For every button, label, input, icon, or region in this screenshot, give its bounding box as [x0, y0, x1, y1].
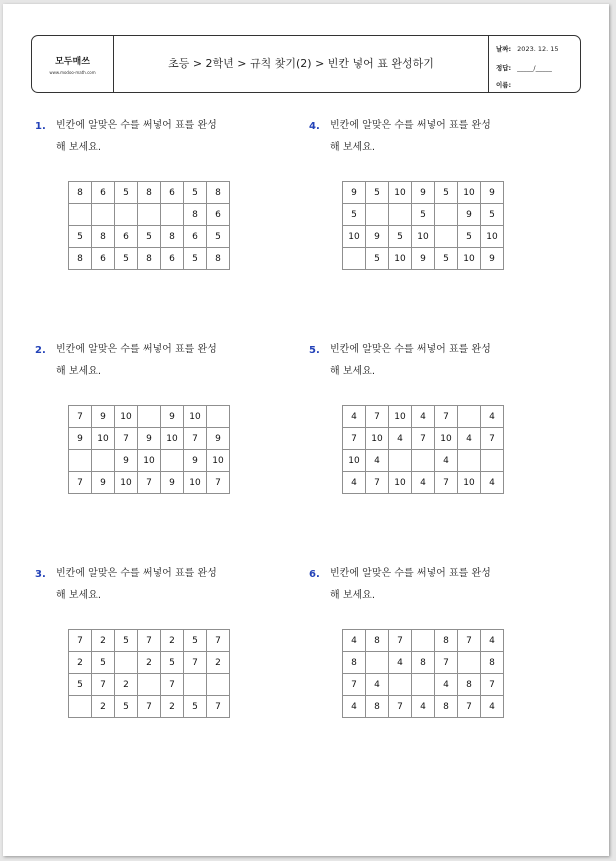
table-row — [343, 428, 504, 450]
number-cell: 5 — [343, 204, 366, 226]
answer-label: 정답: — [496, 64, 512, 72]
number-cell: 10 — [389, 472, 412, 494]
number-cell: 6 — [92, 248, 115, 270]
blank-cell[interactable] — [458, 450, 481, 472]
blank-cell[interactable] — [184, 674, 207, 696]
problem-instruction — [56, 339, 286, 383]
number-cell: 10 — [435, 428, 458, 450]
number-cell: 4 — [458, 428, 481, 450]
number-cell: 7 — [184, 428, 207, 450]
blank-cell[interactable] — [138, 674, 161, 696]
number-cell: 4 — [343, 472, 366, 494]
instruction-line-2: 해 보세요. — [56, 142, 101, 153]
logo-box — [32, 36, 114, 92]
table-row — [69, 204, 230, 226]
table-row — [69, 182, 230, 204]
number-cell: 2 — [92, 696, 115, 718]
number-cell: 5 — [184, 248, 207, 270]
number-cell: 9 — [481, 248, 504, 270]
number-cell: 6 — [92, 182, 115, 204]
blank-cell[interactable] — [138, 406, 161, 428]
instruction-line-1: 빈칸에 알맞은 수를 써넣어 표를 완성 — [56, 120, 217, 131]
number-cell: 7 — [481, 428, 504, 450]
blank-cell[interactable] — [389, 204, 412, 226]
table-row — [69, 674, 230, 696]
number-cell: 7 — [138, 630, 161, 652]
number-cell: 4 — [343, 696, 366, 718]
table-row — [343, 450, 504, 472]
number-cell: 7 — [435, 652, 458, 674]
number-cell: 8 — [184, 204, 207, 226]
number-cell: 4 — [435, 674, 458, 696]
instruction-line-1: 빈칸에 알맞은 수를 써넣어 표를 완성 — [330, 568, 491, 579]
worksheet-header — [31, 35, 581, 93]
number-cell: 7 — [412, 428, 435, 450]
number-cell: 8 — [366, 630, 389, 652]
number-cell: 7 — [207, 630, 230, 652]
number-cell: 4 — [481, 472, 504, 494]
pattern-table — [342, 629, 504, 718]
number-cell: 9 — [458, 204, 481, 226]
blank-cell[interactable] — [92, 204, 115, 226]
number-cell: 9 — [161, 406, 184, 428]
number-cell: 5 — [115, 182, 138, 204]
blank-cell[interactable] — [69, 450, 92, 472]
number-cell: 7 — [366, 472, 389, 494]
number-cell: 10 — [412, 226, 435, 248]
number-cell: 9 — [69, 428, 92, 450]
number-cell: 4 — [366, 674, 389, 696]
table-row — [69, 472, 230, 494]
number-cell: 7 — [207, 472, 230, 494]
number-cell: 10 — [138, 450, 161, 472]
blank-cell[interactable] — [115, 652, 138, 674]
number-cell: 4 — [389, 428, 412, 450]
number-cell: 10 — [481, 226, 504, 248]
number-cell: 5 — [138, 226, 161, 248]
number-cell: 7 — [138, 472, 161, 494]
pattern-table — [342, 181, 504, 270]
number-cell: 5 — [481, 204, 504, 226]
number-cell: 4 — [481, 696, 504, 718]
number-cell: 8 — [138, 182, 161, 204]
number-cell: 8 — [412, 652, 435, 674]
problem-instruction — [330, 563, 560, 607]
name-row — [496, 80, 517, 89]
number-cell: 2 — [115, 674, 138, 696]
number-cell: 6 — [115, 226, 138, 248]
date-value: 2023. 12. 15 — [517, 45, 559, 53]
instruction-line-1: 빈칸에 알맞은 수를 써넣어 표를 완성 — [330, 344, 491, 355]
number-cell: 5 — [389, 226, 412, 248]
problem-number: 5. — [309, 345, 320, 356]
answer-row — [496, 63, 552, 72]
number-cell: 8 — [435, 696, 458, 718]
table-row — [343, 204, 504, 226]
number-cell: 2 — [92, 630, 115, 652]
number-cell: 4 — [366, 450, 389, 472]
blank-cell[interactable] — [366, 204, 389, 226]
number-cell: 9 — [138, 428, 161, 450]
blank-cell[interactable] — [389, 674, 412, 696]
number-cell: 4 — [481, 630, 504, 652]
blank-cell[interactable] — [92, 450, 115, 472]
pattern-table — [68, 629, 230, 718]
number-cell: 5 — [366, 182, 389, 204]
blank-cell[interactable] — [435, 204, 458, 226]
instruction-line-2: 해 보세요. — [56, 366, 101, 377]
number-cell: 4 — [343, 630, 366, 652]
problem-instruction — [330, 115, 560, 159]
number-cell: 10 — [389, 182, 412, 204]
number-cell: 10 — [389, 248, 412, 270]
table-row — [69, 630, 230, 652]
instruction-line-2: 해 보세요. — [330, 366, 375, 377]
number-cell: 10 — [161, 428, 184, 450]
number-cell: 8 — [435, 630, 458, 652]
number-cell: 8 — [481, 652, 504, 674]
blank-cell[interactable] — [138, 204, 161, 226]
number-cell: 9 — [412, 248, 435, 270]
number-cell: 5 — [115, 696, 138, 718]
number-cell: 10 — [207, 450, 230, 472]
blank-cell[interactable] — [343, 248, 366, 270]
number-cell: 9 — [366, 226, 389, 248]
number-cell: 7 — [138, 696, 161, 718]
number-cell: 8 — [343, 652, 366, 674]
blank-cell[interactable] — [458, 652, 481, 674]
blank-cell[interactable] — [412, 674, 435, 696]
number-cell: 10 — [366, 428, 389, 450]
number-cell: 7 — [92, 674, 115, 696]
date-row — [496, 44, 559, 53]
blank-cell[interactable] — [412, 450, 435, 472]
number-cell: 5 — [184, 696, 207, 718]
number-cell: 7 — [389, 696, 412, 718]
number-cell: 7 — [458, 696, 481, 718]
worksheet-title: 초등 > 2학년 > 규칙 찾기(2) > 빈칸 넣어 표 완성하기 — [168, 57, 434, 70]
number-cell: 10 — [184, 472, 207, 494]
blank-cell[interactable] — [481, 450, 504, 472]
number-cell: 5 — [69, 226, 92, 248]
problem-number: 3. — [35, 569, 46, 580]
blank-cell[interactable] — [161, 204, 184, 226]
number-cell: 4 — [412, 406, 435, 428]
number-cell: 9 — [92, 472, 115, 494]
problem-number: 6. — [309, 569, 320, 580]
table-row — [69, 226, 230, 248]
number-cell: 7 — [458, 630, 481, 652]
number-cell: 9 — [412, 182, 435, 204]
number-cell: 5 — [184, 182, 207, 204]
number-cell: 6 — [161, 248, 184, 270]
number-cell: 9 — [92, 406, 115, 428]
number-cell: 7 — [161, 674, 184, 696]
meta-box — [488, 36, 581, 92]
number-cell: 5 — [366, 248, 389, 270]
blank-cell[interactable] — [207, 674, 230, 696]
logo-name: 모두매쓰 — [55, 57, 90, 67]
number-cell: 2 — [161, 630, 184, 652]
table-row — [69, 406, 230, 428]
instruction-line-1: 빈칸에 알맞은 수를 써넣어 표를 완성 — [56, 568, 217, 579]
pattern-table — [68, 405, 230, 494]
number-cell: 5 — [69, 674, 92, 696]
table-row — [343, 406, 504, 428]
number-cell: 9 — [161, 472, 184, 494]
table-row — [343, 182, 504, 204]
number-cell: 2 — [161, 696, 184, 718]
number-cell: 10 — [343, 450, 366, 472]
problem-number: 2. — [35, 345, 46, 356]
table-row — [343, 248, 504, 270]
blank-cell[interactable] — [458, 406, 481, 428]
number-cell: 9 — [481, 182, 504, 204]
worksheet-page — [3, 4, 609, 856]
number-cell: 8 — [458, 674, 481, 696]
pattern-table — [68, 181, 230, 270]
table-row — [69, 652, 230, 674]
number-cell: 10 — [389, 406, 412, 428]
number-cell: 4 — [435, 450, 458, 472]
number-cell: 7 — [435, 406, 458, 428]
logo-url: www.modoo-math.com — [49, 70, 96, 75]
number-cell: 10 — [458, 248, 481, 270]
number-cell: 7 — [389, 630, 412, 652]
table-row — [69, 696, 230, 718]
number-cell: 5 — [184, 630, 207, 652]
number-cell: 10 — [115, 406, 138, 428]
instruction-line-2: 해 보세요. — [56, 590, 101, 601]
number-cell: 5 — [458, 226, 481, 248]
number-cell: 5 — [412, 204, 435, 226]
blank-cell[interactable] — [69, 696, 92, 718]
number-cell: 7 — [343, 428, 366, 450]
blank-cell[interactable] — [161, 450, 184, 472]
number-cell: 7 — [69, 472, 92, 494]
instruction-line-1: 빈칸에 알맞은 수를 써넣어 표를 완성 — [330, 120, 491, 131]
number-cell: 10 — [115, 472, 138, 494]
number-cell: 5 — [161, 652, 184, 674]
table-row — [69, 450, 230, 472]
number-cell: 7 — [366, 406, 389, 428]
number-cell: 4 — [343, 406, 366, 428]
number-cell: 7 — [69, 406, 92, 428]
number-cell: 2 — [69, 652, 92, 674]
instruction-line-1: 빈칸에 알맞은 수를 써넣어 표를 완성 — [56, 344, 217, 355]
number-cell: 5 — [207, 226, 230, 248]
blank-cell[interactable] — [435, 226, 458, 248]
problem-number: 1. — [35, 121, 46, 132]
number-cell: 8 — [92, 226, 115, 248]
number-cell: 7 — [207, 696, 230, 718]
number-cell: 7 — [481, 674, 504, 696]
number-cell: 7 — [69, 630, 92, 652]
table-row — [343, 674, 504, 696]
table-row — [343, 652, 504, 674]
number-cell: 9 — [343, 182, 366, 204]
number-cell: 5 — [435, 248, 458, 270]
number-cell: 4 — [389, 652, 412, 674]
table-row — [343, 226, 504, 248]
number-cell: 4 — [412, 696, 435, 718]
table-row — [343, 630, 504, 652]
blank-cell[interactable] — [207, 406, 230, 428]
problem-instruction — [330, 339, 560, 383]
blank-cell[interactable] — [69, 204, 92, 226]
number-cell: 8 — [69, 248, 92, 270]
table-row — [343, 696, 504, 718]
blank-cell[interactable] — [366, 652, 389, 674]
instruction-line-2: 해 보세요. — [330, 590, 375, 601]
table-row — [69, 248, 230, 270]
problem-instruction — [56, 563, 286, 607]
number-cell: 9 — [184, 450, 207, 472]
number-cell: 9 — [115, 450, 138, 472]
number-cell: 9 — [207, 428, 230, 450]
problem-number: 4. — [309, 121, 320, 132]
table-row — [343, 472, 504, 494]
number-cell: 7 — [343, 674, 366, 696]
number-cell: 6 — [161, 182, 184, 204]
number-cell: 5 — [435, 182, 458, 204]
number-cell: 2 — [138, 652, 161, 674]
number-cell: 8 — [138, 248, 161, 270]
instruction-line-2: 해 보세요. — [330, 142, 375, 153]
number-cell: 10 — [458, 182, 481, 204]
number-cell: 8 — [161, 226, 184, 248]
number-cell: 6 — [184, 226, 207, 248]
pattern-table — [342, 405, 504, 494]
blank-cell[interactable] — [389, 450, 412, 472]
number-cell: 5 — [92, 652, 115, 674]
number-cell: 8 — [366, 696, 389, 718]
number-cell: 7 — [115, 428, 138, 450]
number-cell: 7 — [184, 652, 207, 674]
number-cell: 8 — [207, 248, 230, 270]
number-cell: 5 — [115, 630, 138, 652]
name-label: 이름: — [496, 81, 512, 89]
problem-instruction — [56, 115, 286, 159]
number-cell: 4 — [412, 472, 435, 494]
number-cell: 10 — [458, 472, 481, 494]
number-cell: 10 — [343, 226, 366, 248]
table-row — [69, 428, 230, 450]
number-cell: 10 — [184, 406, 207, 428]
number-cell: 10 — [92, 428, 115, 450]
blank-cell[interactable] — [115, 204, 138, 226]
answer-value: _____/_____ — [517, 64, 552, 72]
number-cell: 5 — [115, 248, 138, 270]
number-cell: 2 — [207, 652, 230, 674]
number-cell: 6 — [207, 204, 230, 226]
date-label: 날짜: — [496, 45, 512, 53]
number-cell: 8 — [69, 182, 92, 204]
number-cell: 8 — [207, 182, 230, 204]
number-cell: 4 — [481, 406, 504, 428]
blank-cell[interactable] — [412, 630, 435, 652]
number-cell: 7 — [435, 472, 458, 494]
